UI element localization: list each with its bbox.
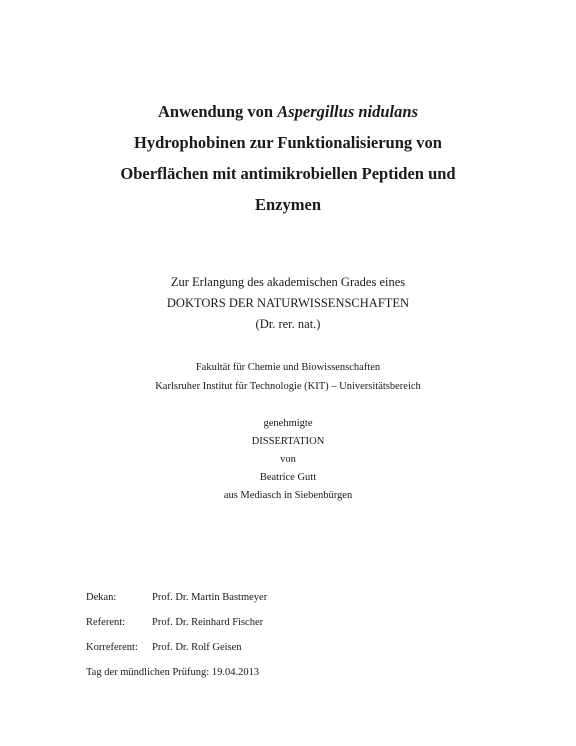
title-line-3: Oberflächen mit antimikrobiellen Peptiden und (120, 164, 456, 183)
approved-label: genehmigte (263, 418, 313, 429)
committee-name: Prof. Dr. Rolf Geisen (152, 642, 242, 653)
committee-row-dean (86, 585, 267, 610)
faculty-block (40, 358, 536, 396)
committee-row-referee (86, 610, 267, 635)
committee-role: Dekan: (86, 592, 117, 603)
title-organism-name: Aspergillus nidulans (277, 102, 418, 121)
institute-name: Karlsruher Institut für Technologie (KIT) – Universitätsbereich (155, 381, 421, 392)
degree-line-1: Zur Erlangung des akademischen Grades eines (170, 275, 406, 289)
oral-exam-date: Tag der mündlichen Prüfung: 19.04.2013 (86, 667, 260, 678)
committee-role: Referent: (86, 617, 126, 628)
degree-statement (40, 272, 536, 335)
dissertation-label: DISSERTATION (251, 436, 325, 447)
dissertation-block (40, 415, 536, 505)
committee-row-coreferee (86, 635, 267, 660)
faculty-name: Fakultät für Chemie und Biowissenschaften (195, 362, 381, 373)
title-line-1 (40, 96, 536, 127)
committee-role: Korreferent: (86, 642, 138, 653)
author-name: Beatrice Gutt (259, 472, 317, 483)
title-line-1-prefix: Anwendung von (158, 102, 278, 121)
by-label: von (280, 454, 296, 465)
degree-line-3: (Dr. rer. nat.) (255, 317, 321, 331)
thesis-title (40, 96, 536, 220)
title-line-4: Enzymen (255, 195, 321, 214)
degree-line-2: DOKTORS DER NATURWISSENSCHAFTEN (166, 296, 410, 310)
author-origin: aus Mediasch in Siebenbürgen (223, 490, 353, 501)
title-line-2: Hydrophobinen zur Funktionalisierung von (134, 133, 442, 152)
committee-list (86, 585, 267, 660)
committee-name: Prof. Dr. Martin Bastmeyer (152, 592, 268, 603)
committee-name: Prof. Dr. Reinhard Fischer (152, 617, 264, 628)
